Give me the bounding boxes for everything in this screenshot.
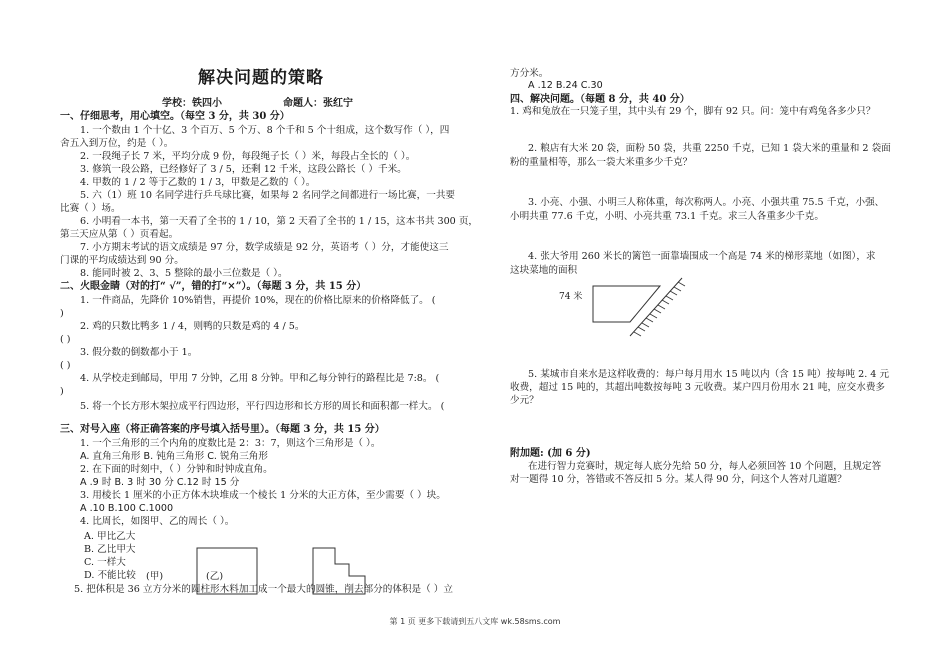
s4-problem-5: 5. 某城市自来水是这样收费的：每户每月用水 15 吨以内（含 15 吨）按每吨 2. 4 元 [528,369,890,380]
s3-option: D. 不能比较 [84,570,136,581]
section1-heading: 一、仔细思考，用心填空。（每空 3 分，共 30 分） [60,111,290,122]
section4-heading: 四、解决问题。（每题 8 分，共 40 分） [510,94,690,105]
s1-line: 门课的平均成绩达到 90 分。 [60,255,184,266]
s2-line: 5. 将一个长方形木架拉成平行四边形，平行四边形和长方形的周长和面积都一样大。 ( [80,401,445,412]
s3-option: A. 甲比乙大 [84,531,136,542]
header-author: 命题人：张红宁 [283,98,353,109]
s3-line: A .9 时 B. 3 时 30 分 C.12 时 15 分 [80,477,240,488]
s2-line: ( ) [60,334,71,345]
s1-line: 7. 小方期末考试的语文成绩是 97 分，数学成绩是 92 分，英语考（ ）分，才能使这三 [80,242,449,253]
s4-problem-5: 少元？ [510,395,539,406]
page-footer: 第 1 页 更多下载请到五八文库 wk.58sms.com [389,617,561,626]
trapezoid-shape [593,286,660,322]
s1-line: 2. 一段绳子长 7 米，平均分成 9 份，每段绳子长（ ）米，每段占全长的（ ）。 [80,151,416,162]
s4-problem-5: 收费，超过 15 吨的，其超出吨数按每吨 3 元收费。某户四月份用水 21 吨，应交水费多 [510,382,886,393]
s1-line: 6. 小明看一本书，第一天看了全书的 1 / 10，第 2 天看了全书的 1 / 15，这本书共 300 页， [80,216,479,227]
s3-line: A .10 B.100 C.1000 [80,503,174,514]
s2-line: ) [60,386,64,397]
s4-problem-2: 粉的重量相等，那么一袋大米重多少千克？ [510,157,693,168]
s2-line: 3. 假分数的倒数都小于 1。 [80,347,198,358]
trapezoid-height-label: 74 米 [559,292,583,302]
s1-line: 比赛（ ）场。 [60,203,121,214]
s4-problem-4: 这块菜地的面积 [510,265,578,276]
s1-line: 第三天应从第（ ）页看起。 [60,229,179,240]
s3-line: 4. 比周长，如图甲、乙的周长（ ）。 [80,516,235,527]
wall-hatching [634,282,685,336]
s1-line: 4. 甲数的 1 / 2 等于乙数的 1 / 3，甲数是乙数的（ ）。 [80,177,316,188]
trapezoid-figure [588,276,698,346]
s2-line: ) [60,308,64,319]
s1-line: 舍五入到万位，约是（ ）。 [60,138,174,149]
s3-option: C. 一样大 [84,557,126,568]
s2-line: 2. 鸡的只数比鸭多 1 / 4，则鸭的只数是鸡的 4 / 5。 [80,321,305,332]
perimeter-figure [195,546,395,606]
bonus-line: 对一题得 10 分，答错或不答反扣 5 分。某人得 90 分，问这个人答对几道题？ [510,474,847,485]
s1-line: 3. 修筑一段公路，已经修好了 3 / 5，还剩 12 千米，这段公路长（ ）千米。 [80,164,407,175]
s2-line: 1. 一件商品，先降价 10%销售，再提价 10%，现在的价格比原来的价格降低了。 ( [80,295,436,306]
section2-heading: 二、火眼金睛（对的打“ √”，错的打“×”）。（每题 3 分，共 15 分） [60,281,367,292]
s4-problem-3: 3. 小亮、小强、小明三人称体重，每次称两人。小亮、小强共重 75.5 千克，小强、 [528,197,885,208]
header-school: 学校：铁四小 [162,98,222,109]
s4-problem-3: 小明共重 77.6 千克，小明、小亮共重 73.1 千克。求三人各重多少千克。 [510,211,824,222]
s3-line: 5. 把体积是 36 立方分米的圆柱形木料加工成一个最大的圆锥，削去部分的体积是（ ）立 [74,584,453,595]
figure-label-yi: (乙) [206,571,224,582]
s3-line: A. 直角三角形 B. 钝角三角形 C. 锐角三角形 [80,451,268,462]
bonus-heading: 附加题: (加 6 分) [510,448,591,459]
section3-heading: 三、对号入座（将正确答案的序号填入括号里）。（每题 3 分，共 15 分） [60,424,385,435]
s4-problem-2: 2. 粮店有大米 20 袋，面粉 50 袋，共重 2250 千克，已知 1 袋大米的重量和 2 袋面 [528,143,891,154]
figure-yi-staircase [313,548,365,594]
figure-label-jia: (甲) [146,571,164,582]
bonus-line: 在进行智力竞赛时，规定每人底分先给 50 分，每人必须回答 10 个问题，且规定答 [528,461,882,472]
s2-line: 4. 从学校走到邮局，甲用 7 分钟，乙用 8 分钟。甲和乙每分钟行的路程比是 7:8。 ( [80,373,440,384]
s1-line: 8. 能同时被 2、3、5 整除的最小三位数是（ ）。 [80,268,288,279]
s4-problem-4: 4. 张大爷用 260 米长的篱笆一面靠墙围成一个高是 74 米的梯形菜地（如图），求 [528,251,876,262]
s1-line: 5. 六（1）班 10 名同学进行乒乓球比赛，如果每 2 名同学之间都进行一场比赛，一共要 [80,190,456,201]
s3-line: 3. 用棱长 1 厘米的小正方体木块堆成一个棱长 1 分米的大正方体，至少需要（ ）块。 [80,490,446,501]
s2-line: ( ) [60,360,71,371]
page-title: 解决问题的策略 [198,68,324,88]
s3-line: 1. 一个三角形的三个内角的度数比是 2：3：7，则这个三角形是（ ）。 [80,438,381,449]
s3-option: B. 乙比甲大 [84,544,136,555]
s4-problem-1: 1. 鸡和兔放在一只笼子里，其中头有 29 个，脚有 92 只。问：笼中有鸡兔各多少只？ [510,106,876,117]
s3-line: 2. 在下面的时刻中，（ ）分钟和时钟成直角。 [80,464,273,475]
figure-jia-rectangle [197,548,257,594]
s3-continued-options: A .12 B.24 C.30 [528,80,603,91]
s3-continued: 方分米。 [510,68,549,79]
s1-line: 1. 一个数由 1 个十亿、3 个百万、5 个万、8 个千和 5 个十组成，这个数写作（ ），四 [80,125,450,136]
